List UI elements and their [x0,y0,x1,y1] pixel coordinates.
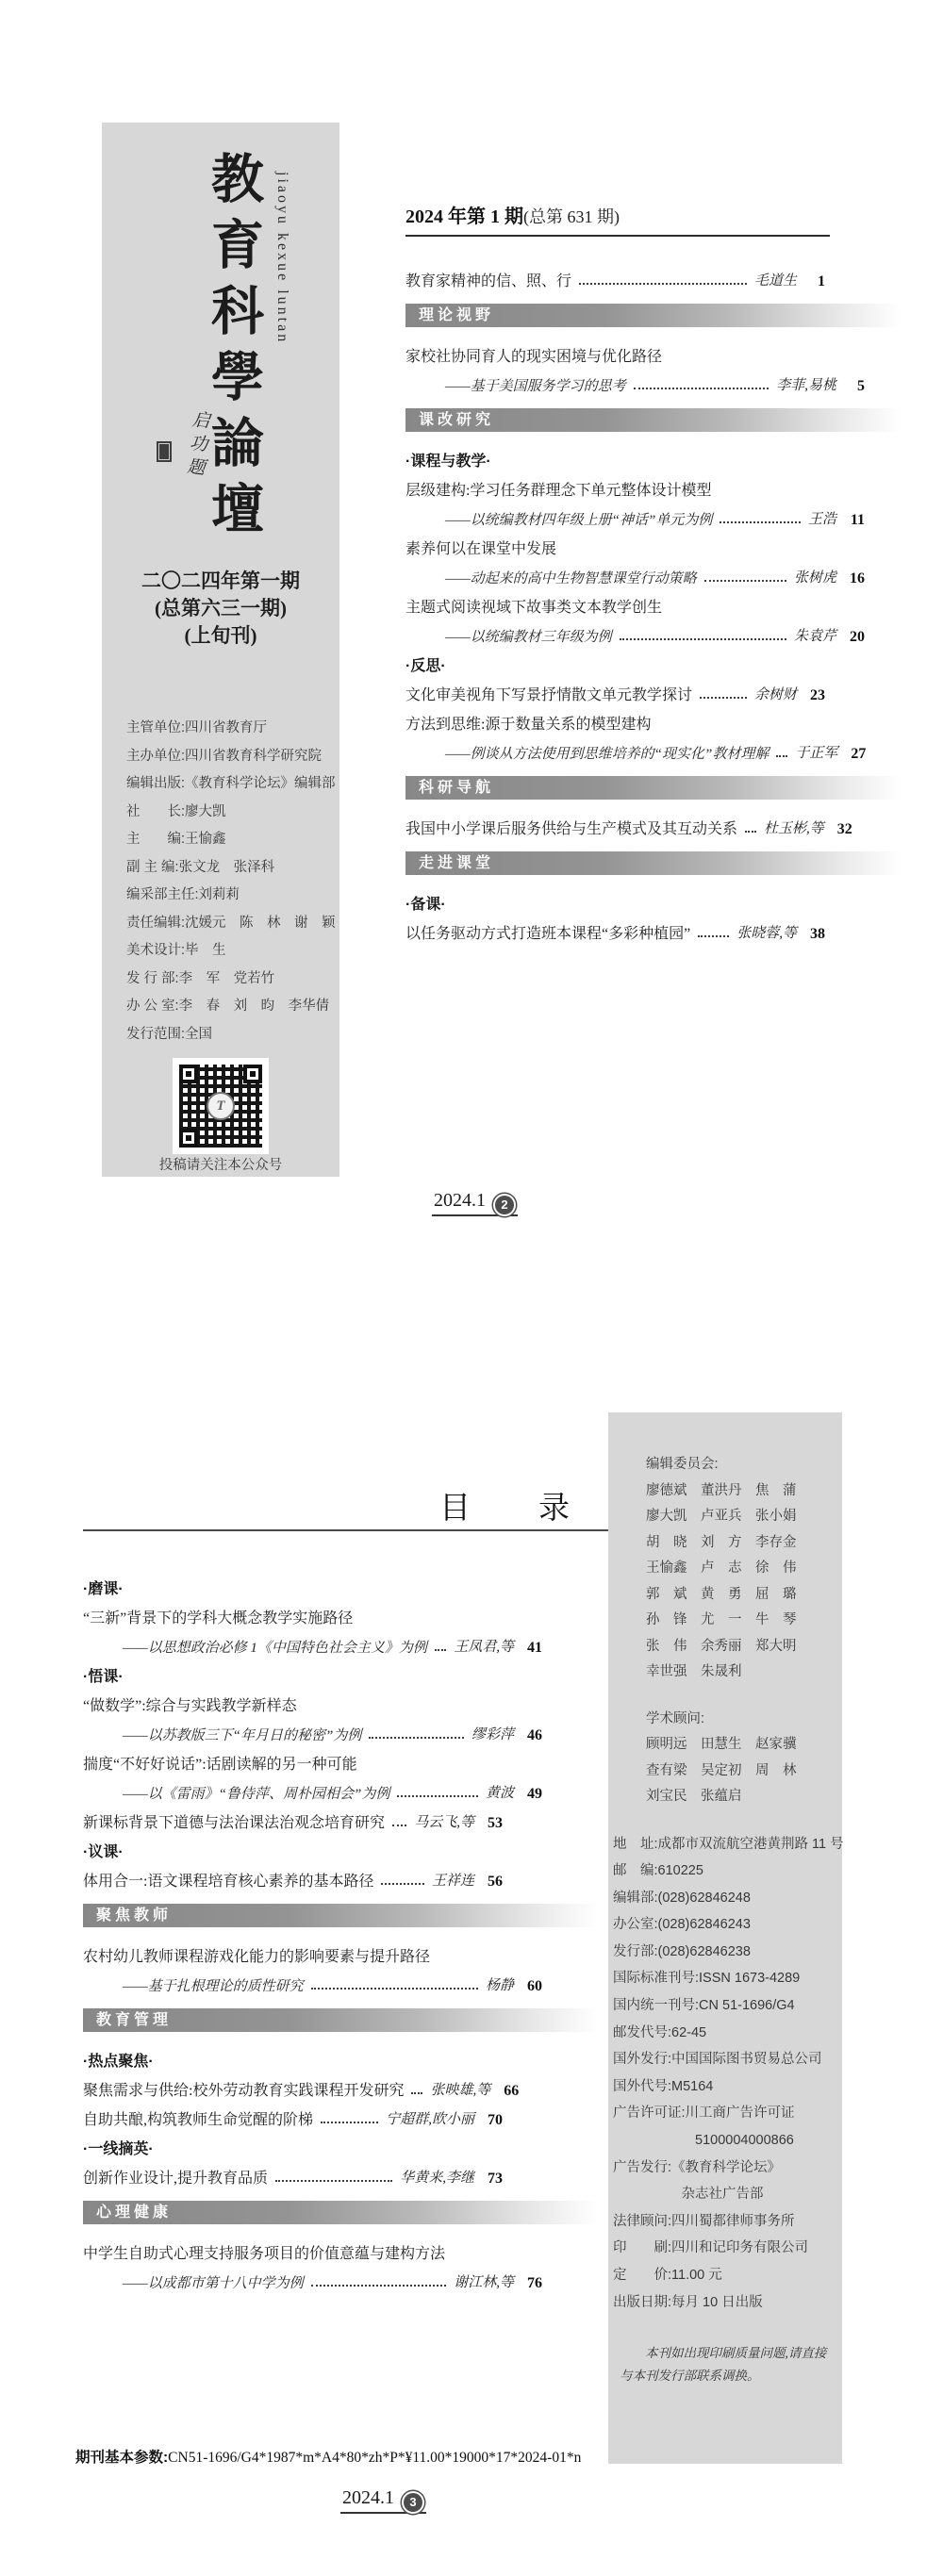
dotted-leader [392,1825,406,1826]
masthead-info-row: 发行范围:全国 [126,1026,213,1042]
list-row: 幸世强 朱晟利 [646,1664,742,1679]
toc-subsection-label: ·磨课· [83,1581,124,1597]
toc-entry-line [405,675,825,704]
toc-entry-subtitle-line [405,734,865,763]
toc-entry-title-line [405,337,825,366]
dotted-leader [704,580,786,582]
toc-entry-page: 16 [850,570,865,586]
toc-entry-title: 中学生自助式心理支持服务项目的价值意蕴与建构方法 [83,2246,446,2262]
toc-entry-title: 以任务驱动方式打造班本课程“多彩种植园” [405,926,691,942]
toc-entry-subtitle: ——基于扎根理论的质性研究 [123,1979,304,1994]
board-info-row: 广告许可证:川工商广告许可证 [613,2105,795,2122]
toc-entry-title: “做数学”:综合与实践教学新样态 [83,1698,297,1714]
toc-entry-subtitle: ——例谈从方法使用到思维培养的“现实化”教材理解 [445,747,769,762]
masthead-info-row: 主办单位:四川省教育科学研究院 [126,748,323,764]
masthead-issue-line: (上旬刊) [184,624,257,647]
dotted-leader [369,1737,464,1739]
issue-header [405,201,902,228]
masthead-info-row: 编采部主任:刘莉莉 [126,887,240,902]
toc-entry-author: 王凤君,等 [454,1640,514,1655]
toc-entry-author: 朱袁芹 [793,629,836,644]
dotted-leader [397,1795,478,1797]
masthead-info-row: 主 编:王愉鑫 [126,832,226,847]
dotted-leader [698,935,729,937]
board-info-row: 定 价:11.00 元 [613,2268,722,2283]
toc-entry-line [83,2158,503,2188]
editorial-board-box [608,1412,842,2464]
toc-entry-page: 27 [851,746,867,762]
parameters-label: 期刊基本参数: [75,2450,169,2466]
toc-entry-author: 王祥连 [431,1874,474,1889]
toc-entry-page: 20 [850,629,865,645]
board-info-row: 5100004000866 [613,2133,794,2149]
toc-entry-page: 56 [488,1874,503,1890]
toc-subsection-label: ·反思· [405,658,446,674]
toc-entry-line [83,2071,520,2100]
toc-entry-subtitle-line [83,1774,542,1803]
toc-entry-page: 1 [818,273,825,289]
toc-entry-author: 张晓蓉,等 [736,926,797,941]
toc-section-bar: 理论视野 [405,304,901,327]
masthead-info-row: 主管单位:四川省教育厅 [126,720,268,735]
masthead-info-row: 编辑出版:《教育科学论坛》编辑部 [126,776,336,791]
toc-entry-title: 创新作业设计,提升教育品质 [83,2171,269,2187]
masthead-info-row: 美术设计:毕 生 [126,943,226,958]
toc-entry-subtitle: ——以苏教版三下“年月日的秘密”为例 [123,1728,362,1743]
list-row: 顾明远 田慧生 赵家骥 [646,1737,797,1752]
toc-entry-line [83,1861,503,1891]
board-info-row: 广告发行:《教育科学论坛》 [613,2159,782,2175]
toc-entry-subtitle-line [83,1966,542,1995]
toc-entry-subtitle: ——基于美国服务学习的思考 [445,379,626,394]
calligrapher-signature: 启功题 [183,409,211,482]
toc-entry-subtitle-line [83,2263,542,2292]
toc-subsection-label: ·课程与教学· [405,454,491,470]
dotted-leader [620,638,786,640]
toc-entry-author: 马云飞,等 [414,1815,474,1830]
toc-entry-subtitle: ——动起来的高中生物智慧课堂行动策略 [445,571,697,586]
board-info-row: 邮发代号:62-45 [613,2024,707,2040]
toc-entry-page: 76 [527,2275,542,2291]
footer-page-number: 3 [404,2493,422,2512]
list-row: 郭 斌 黄 勇 屈 璐 [646,1586,797,1602]
journal-title-pinyin: jiaoyu kexue luntan [274,172,290,345]
toc-entry-line [83,2100,503,2129]
toc-section-bar: 科研导航 [405,776,901,800]
toc-entry-title-line [405,471,825,500]
masthead-info-row: 责任编辑:沈媛元 陈 林 谢 颖 [126,915,336,931]
toc-subsection-label: ·议课· [83,1844,124,1860]
toc-entry-title: “三新”背景下的学科大概念教学实施路径 [83,1610,354,1627]
qr-code [173,1058,269,1154]
toc-entry-page: 66 [504,2083,520,2099]
toc-entry-title: 教育家精神的信、照、行 [405,273,572,289]
toc-entry-author: 张映雄,等 [430,2083,491,2098]
toc-entry-title-line [83,1744,503,1774]
board-info-row: 办公室:(028)62846243 [613,1917,751,1933]
toc-entry-title: 文化审美视角下写景抒情散文单元教学探讨 [405,687,693,703]
board-info-row: 国外代号:M5164 [613,2078,714,2094]
committee-rows [608,1478,842,1686]
toc-entry-subtitle: ——以思想政治必修 1《中国特色社会主义》为例 [123,1641,427,1656]
toc-entry-title: 层级建构:学习任务群理念下单元整体设计模型 [405,483,712,499]
toc-subsection-label: ·热点聚焦· [83,2054,154,2070]
toc-section-bar: 走进课堂 [405,851,901,875]
footer-issue-text: 2024.1 [434,1190,486,1211]
dotted-leader [700,697,747,699]
dotted-leader [311,1988,478,1990]
toc-entry-title: 体用合一:语文课程培育核心素养的基本路径 [83,1874,374,1890]
toc-subsection-label: ·悟课· [83,1669,124,1685]
toc-entry-subtitle-line [83,1715,542,1744]
page2-toc-column [83,1469,611,2292]
toc-entry-page: 41 [527,1640,542,1656]
masthead-info-row: 副 主 编:张文龙 张泽科 [126,859,275,875]
toc-entry-subtitle: ——以统编教材四年级上册“神话”单元为例 [445,513,713,528]
toc-entry-page: 5 [857,378,865,394]
toc-entry-subtitle: ——以成都市第十八中学为例 [123,2276,304,2291]
dotted-leader [311,2285,447,2287]
committee-label: 编辑委员会: [646,1457,719,1472]
toc-entry-page: 70 [488,2112,503,2128]
page1-toc-list [405,261,902,943]
toc-entry-author: 杜玉彬,等 [764,821,824,836]
list-row: 刘宝民 张蕴启 [646,1789,742,1804]
toc-entry-title: 家校社协同育人的现实困境与优化路径 [405,349,663,365]
toc-entry-subtitle: ——以《雷雨》“鲁侍萍、周朴园相会”为例 [123,1787,390,1802]
board-info-row: 国际标准刊号:ISSN 1673-4289 [613,1971,801,1987]
issue-lines [102,568,339,650]
list-row: 王愉鑫 卢 志 徐 伟 [646,1560,797,1576]
contents-title: 目 录 [439,1492,571,1526]
toc-section-bar: 聚焦教师 [83,1904,598,1927]
masthead-info-row: 社 长:廖大凯 [126,803,226,819]
list-row: 张 伟 余秀丽 郑大明 [646,1638,797,1654]
list-row: 胡 晓 刘 方 李存金 [646,1534,797,1550]
toc-entry-page: 46 [527,1727,542,1743]
toc-entry-title-line [405,704,825,734]
dotted-leader [579,283,747,285]
qr-finder-icon [243,1065,262,1083]
toc-entry-author: 宁超群,欧小丽 [386,2112,474,2127]
qr-finder-icon [179,1065,198,1083]
issue-header-bold: 2024 年第 1 期 [405,206,523,227]
footer-page-number: 2 [495,1196,514,1214]
toc-entry-page: 23 [810,687,825,703]
toc-entry-subtitle-line [405,558,865,587]
toc-subsection-label: ·一线摘英· [83,2141,154,2157]
toc-section-bar: 心理健康 [83,2201,598,2224]
toc-entry-author: 毛道生 [753,273,797,289]
list-row: 查有梁 吴定初 周 林 [646,1762,797,1778]
toc-entry-page: 11 [850,512,865,528]
toc-entry-author: 于正军 [795,746,838,761]
qr-center-logo-icon: T [207,1092,235,1120]
qr-caption: 投稿请关注本公众号 [158,1158,283,1173]
board-info-row: 地 址:成都市双流航空港黄荆路 11 号 [613,1836,844,1852]
dotted-leader [435,1649,446,1651]
toc-entry-subtitle-line [405,500,865,529]
contents-header [83,1469,611,1531]
toc-entry-author: 谢江林,等 [454,2275,514,2290]
masthead-issue-line: 二〇二四年第一期 [141,570,300,592]
quality-note: 本刊如出现印刷质量问题,请直接与本刊发行部联系调换。 [620,2346,827,2384]
toc-entry-page: 49 [527,1786,542,1802]
footer-issue-text: 2024.1 [342,2487,394,2508]
masthead-issue-line: (总第六三一期) [155,597,287,619]
toc-entry-title-line [405,529,825,558]
board-info-row: 印 刷:四川和记印务有限公司 [613,2240,809,2256]
board-info-row: 法律顾问:四川蜀都律师事务所 [613,2213,795,2229]
board-info-row: 编辑部:(028)62846248 [613,1890,751,1906]
toc-section-bar: 课改研究 [405,408,901,432]
toc-entry-title: 揣度“不好好说话”:话剧读解的另一种可能 [83,1757,357,1773]
list-row: 廖大凯 卢亚兵 张小娟 [646,1509,797,1524]
toc-entry-title-line [83,1937,503,1966]
toc-entry-page: 73 [488,2171,503,2187]
toc-entry-page: 38 [810,926,825,942]
board-info-row: 邮 编:610225 [613,1863,703,1879]
toc-entry-author: 杨静 [485,1978,514,1993]
masthead-box [102,123,339,1177]
toc-subsection-label: ·备课· [405,897,446,913]
toc-entry-author: 余树财 [753,687,797,702]
toc-entry-author: 华黄来,李继 [400,2171,474,2186]
toc-entry-title-line [83,1686,503,1715]
dotted-leader [381,1883,424,1885]
board-info-row: 发行部:(028)62846238 [613,1943,751,1959]
toc-entry-title-line [83,1598,503,1627]
toc-entry-title: 我国中小学课后服务供给与生产模式及其互动关系 [405,821,738,837]
masthead-info-list [126,715,336,1049]
toc-entry-line [405,261,825,290]
journal-title-calligraphy: 教育科學論壇 [203,151,265,547]
toc-entry-subtitle-line [83,1627,542,1657]
toc-entry-title: 自助共酿,构筑教师生命觉醒的阶梯 [83,2112,314,2128]
toc-entry-page: 53 [488,1815,503,1831]
toc-entry-line [83,1803,503,1832]
advisors-label: 学术顾问: [646,1710,705,1726]
toc-entry-title: 方法到思维:源于数量关系的模型建构 [405,717,652,733]
page1-toc-column [405,201,902,943]
parameters-value: CN51-1696/G4*1987*m*A4*80*zh*P*¥11.00*19000*17*2024-01*n [168,2450,582,2466]
dotted-leader [745,831,756,833]
page1-footer [432,1190,518,1216]
issue-header-normal: (总第 631 期) [523,207,620,226]
toc-entry-subtitle-line [405,366,865,395]
toc-entry-author: 王浩 [807,512,836,527]
toc-entry-title-line [83,2234,503,2263]
list-row: 孙 锋 尤 一 牛 琴 [646,1612,797,1627]
advisor-rows [608,1732,842,1810]
toc-entry-subtitle-line [405,617,865,646]
toc-entry-title: 主题式阅读视域下故事类文本教学创生 [405,600,663,616]
page2-toc-list [83,1569,611,2292]
seal-stamp-icon [157,441,172,462]
toc-entry-author: 李菲,易桃 [776,378,836,393]
toc-entry-title-line [405,587,825,617]
board-info-row: 国外发行:中国国际图书贸易总公司 [613,2052,822,2068]
toc-section-bar: 教育管理 [83,2008,598,2032]
dotted-leader [720,521,801,523]
masthead-info-row: 发 行 部:李 军 党若竹 [126,970,275,986]
toc-entry-line [405,809,852,838]
issue-header-rule [405,235,830,237]
masthead-info-row: 办 公 室:李 春 刘 昀 李华倩 [126,999,330,1014]
board-info-row: 国内统一刊号:CN 51-1696/G4 [613,1998,795,2014]
qr-pattern [179,1065,262,1148]
dotted-leader [321,2122,378,2123]
toc-entry-title: 聚焦需求与供给:校外劳动教育实践课程开发研究 [83,2083,405,2099]
toc-entry-subtitle: ——以统编教材三年级为例 [445,630,612,645]
toc-entry-author: 张树虎 [793,570,836,586]
toc-entry-author: 黄波 [485,1786,514,1801]
dotted-leader [634,388,769,389]
journal-parameters-line [75,2446,581,2467]
toc-entry-author: 缪彩萍 [471,1727,514,1742]
toc-entry-page: 32 [836,821,852,837]
dotted-leader [411,2092,422,2094]
toc-entry-page: 60 [527,1978,542,1994]
dotted-leader [275,2180,392,2182]
qr-finder-icon [179,1129,198,1148]
board-info-rows [608,1831,842,2317]
toc-entry-line [405,914,825,943]
board-info-row: 出版日期:每月 10 日出版 [613,2294,763,2310]
toc-entry-title: 农村幼儿教师课程游戏化能力的影响要素与提升路径 [83,1949,431,1965]
page2-footer [340,2487,426,2514]
toc-entry-title: 素养何以在课堂中发展 [405,541,557,557]
list-row: 廖德斌 董洪丹 焦 蒲 [646,1482,797,1498]
board-info-row: 杂志社广告部 [613,2187,764,2203]
dotted-leader [776,755,787,757]
toc-entry-title: 新课标背景下道德与法治课法治观念培育研究 [83,1815,386,1831]
